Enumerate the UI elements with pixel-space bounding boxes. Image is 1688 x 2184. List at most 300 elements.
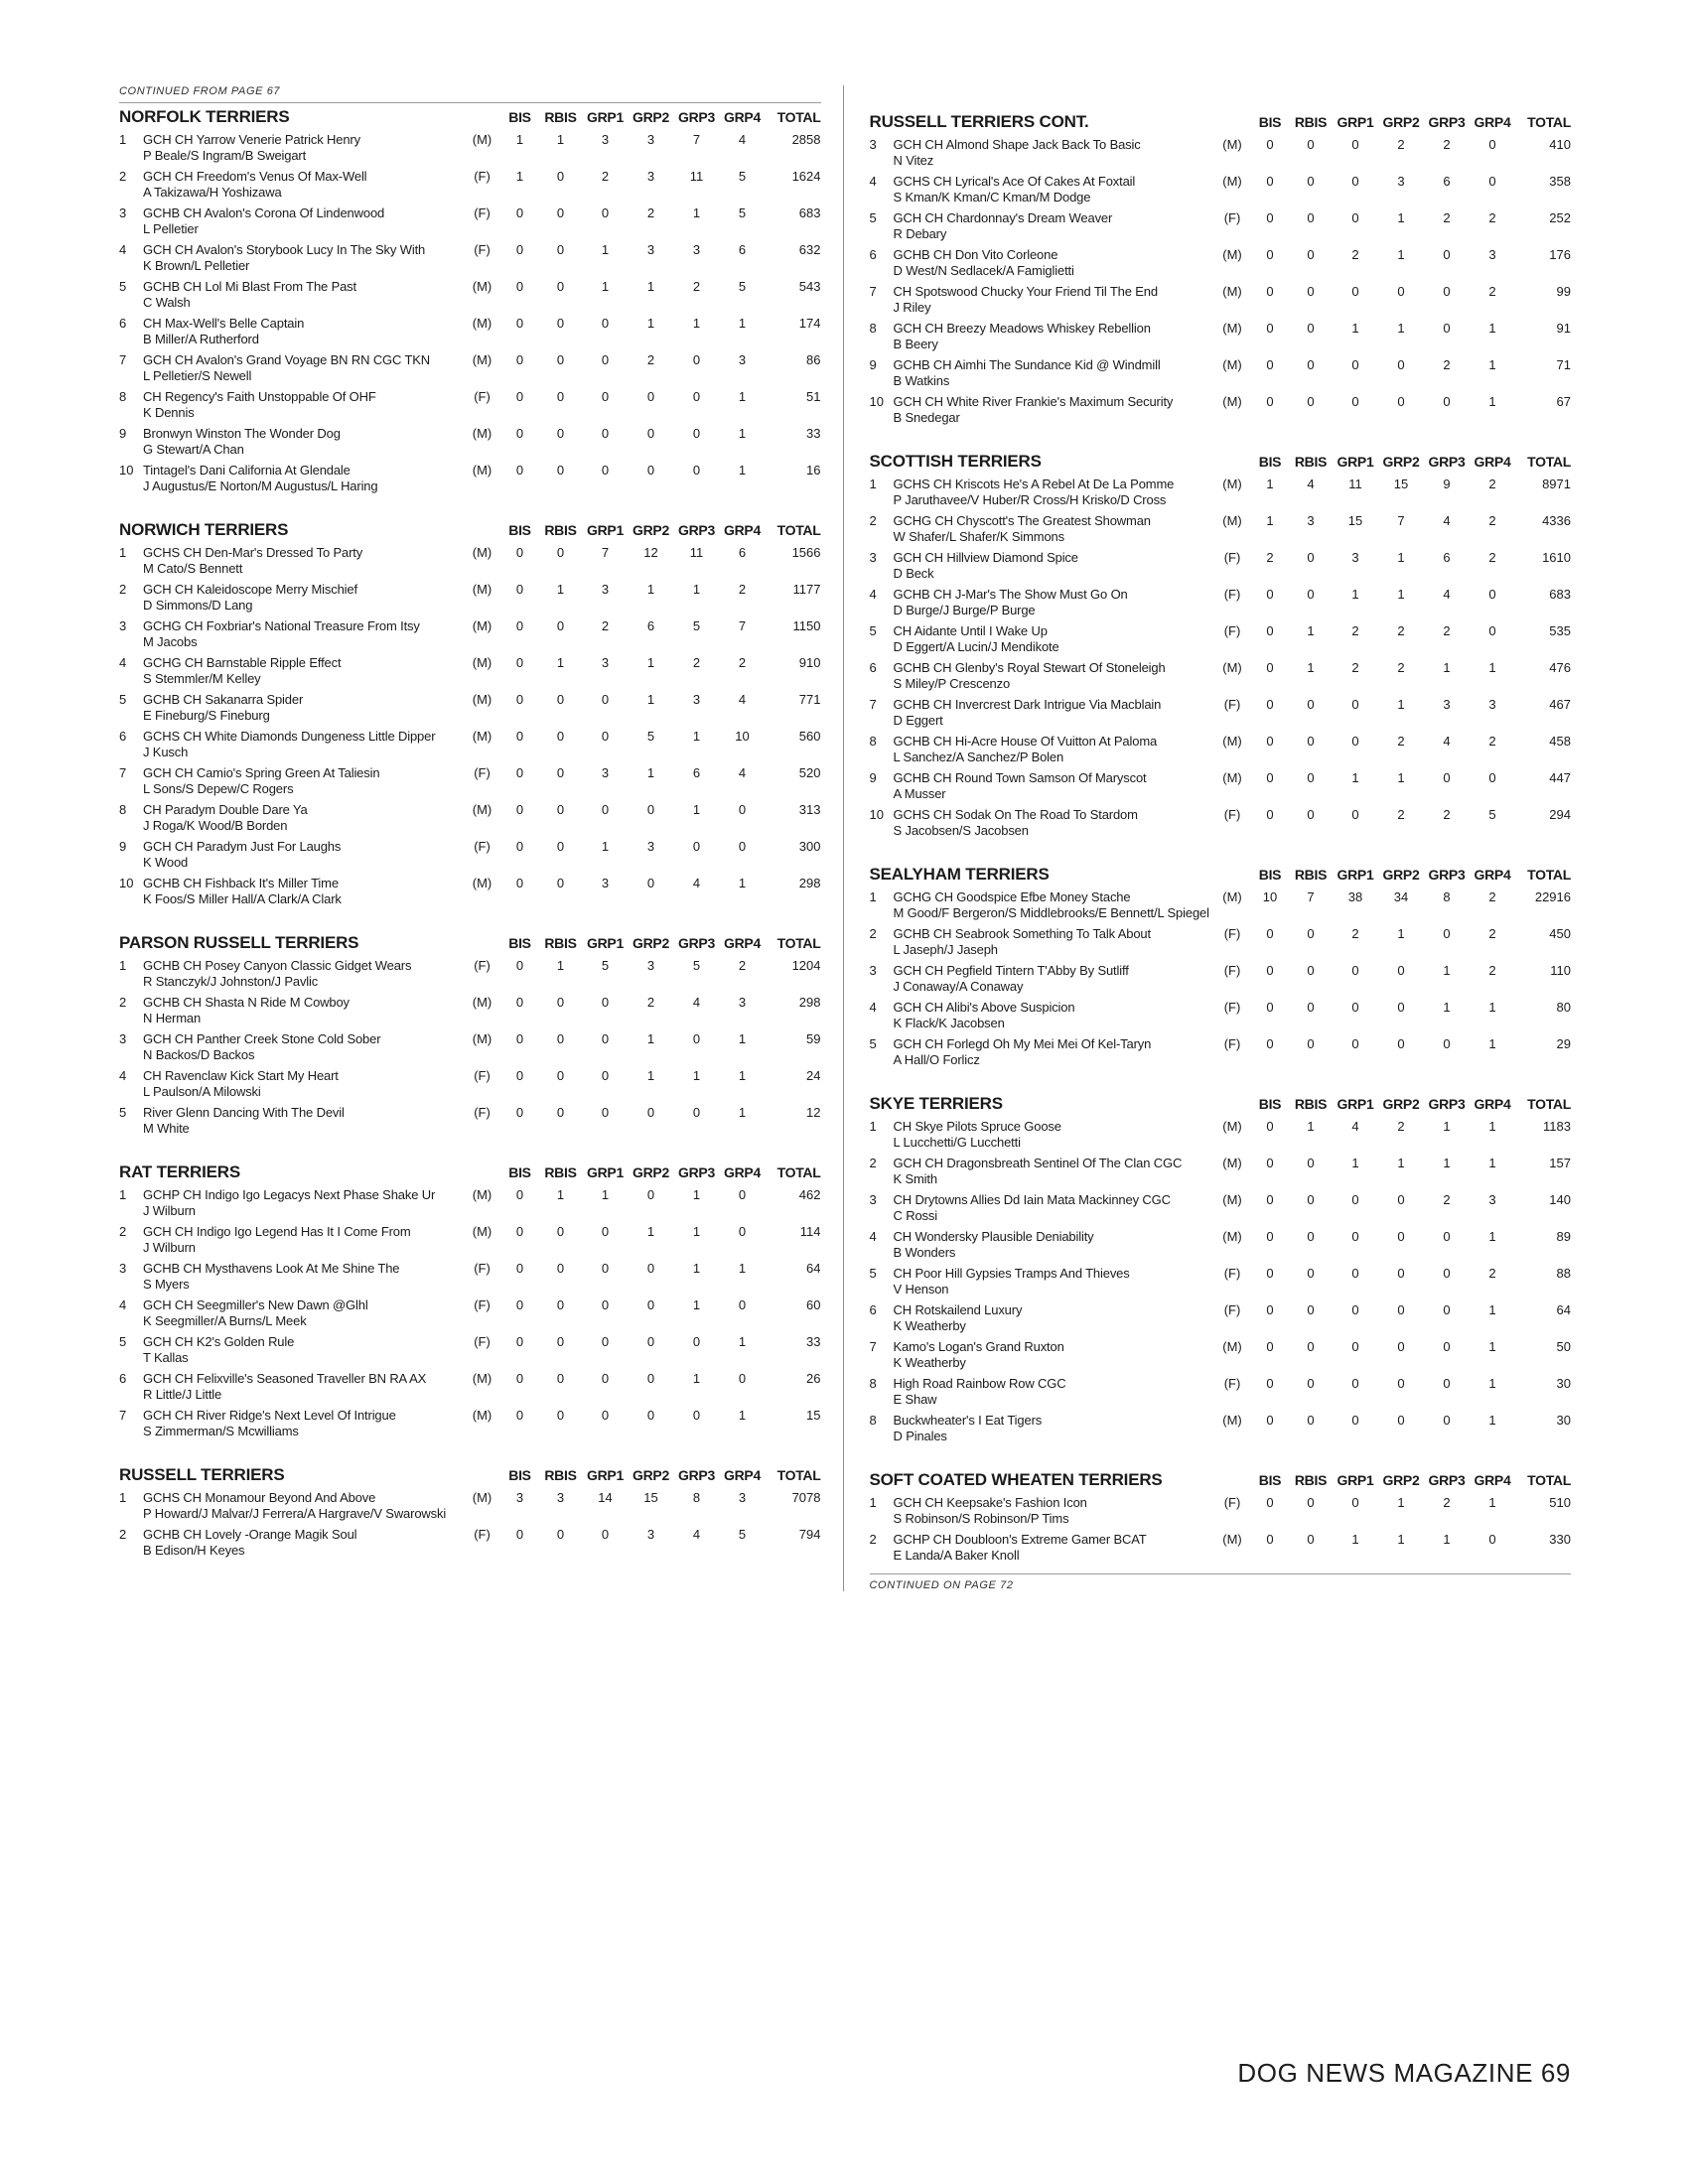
- column-header-grp3: GRP3: [1428, 867, 1466, 883]
- entry-name-block: [143, 426, 464, 458]
- stat-value: 2: [1397, 623, 1405, 638]
- column-header-rbis: RBIS: [1294, 114, 1328, 130]
- stat-value: 0: [556, 692, 565, 707]
- stat-value: 0: [1443, 284, 1451, 299]
- stat-value: 0: [1351, 697, 1359, 712]
- stat-value: 0: [1351, 1376, 1359, 1391]
- stat-value: 1: [1397, 697, 1405, 712]
- entry-row: [119, 1297, 821, 1329]
- section-title: NORFOLK TERRIERS: [119, 107, 290, 126]
- entry-name-block: [143, 169, 464, 201]
- stat-value: 0: [556, 1408, 565, 1423]
- stat-value: 1: [1443, 1156, 1451, 1170]
- entry-name-block: [143, 1297, 464, 1329]
- owners: L Jaseph/J Jaseph: [893, 942, 998, 957]
- owners: D West/N Sedlacek/A Famiglietti: [893, 263, 1074, 278]
- stat-value: 0: [1266, 623, 1274, 638]
- stat-value: 1: [738, 426, 747, 441]
- stat-value: 4: [692, 995, 701, 1010]
- stat-value: 0: [1443, 1229, 1451, 1244]
- entry-name-block: [894, 807, 1214, 839]
- stat-value: 1: [692, 205, 701, 220]
- stat-value: 0: [515, 1334, 524, 1349]
- stat-value: 0: [556, 1334, 565, 1349]
- entry-rank: 7: [869, 697, 877, 712]
- stat-value: 2: [1443, 357, 1451, 372]
- column-header-rbis: RBIS: [544, 522, 577, 538]
- stat-value: 0: [1266, 807, 1274, 822]
- stat-value: 0: [1397, 963, 1405, 978]
- entry-rank: 3: [869, 1192, 877, 1207]
- column-header-grp3: GRP3: [678, 109, 715, 125]
- entry-name-block: [894, 587, 1214, 618]
- column-header-grp2: GRP2: [633, 522, 669, 538]
- stat-value: 0: [515, 1187, 524, 1202]
- stat-value: 0: [601, 316, 610, 331]
- entry-row: [870, 550, 1572, 582]
- sex: (M): [472, 655, 492, 670]
- stat-value: 4: [1307, 477, 1315, 491]
- entry-name-block: [894, 1532, 1214, 1564]
- stat-value: 51: [806, 389, 821, 404]
- stat-value: 0: [738, 839, 747, 854]
- stat-value: 6: [692, 765, 701, 780]
- stat-value: 330: [1549, 1532, 1571, 1547]
- owners: S Miley/P Crescenzo: [893, 676, 1011, 691]
- sex: (F): [474, 1297, 491, 1312]
- dog-name: GCHS CH Monamour Beyond And Above: [143, 1490, 376, 1505]
- column-header-grp2: GRP2: [633, 935, 669, 951]
- stat-value: 0: [1307, 550, 1315, 565]
- owners: R Stanczyk/J Johnston/J Pavlic: [143, 974, 319, 989]
- entry-name-block: [143, 876, 464, 907]
- stat-value: 16: [806, 463, 821, 478]
- stat-value: 4: [692, 876, 701, 890]
- entry-name-block: [143, 1261, 464, 1293]
- stat-value: 0: [556, 463, 565, 478]
- entry-row: [870, 1000, 1572, 1031]
- stat-value: 5: [692, 618, 701, 633]
- stat-value: 0: [556, 1261, 565, 1276]
- column-header-bis: BIS: [1258, 1472, 1282, 1488]
- owners: N Backos/D Backos: [143, 1047, 255, 1062]
- dog-name: CH Wondersky Plausible Deniability: [893, 1229, 1094, 1244]
- stat-value: 4: [1443, 513, 1451, 528]
- entry-row: [119, 205, 821, 237]
- dog-name: GCH CH Indigo Igo Legend Has It I Come From: [143, 1224, 411, 1239]
- stat-value: 0: [515, 1261, 524, 1276]
- entry-name-block: [143, 1031, 464, 1063]
- stat-value: 0: [601, 426, 610, 441]
- dog-name: GCHS CH Kriscots He's A Rebel At De La Pomme: [893, 477, 1175, 491]
- sex: (M): [472, 1224, 492, 1239]
- entry-name-block: [143, 765, 464, 797]
- sex: (M): [472, 995, 492, 1010]
- stat-value: 11: [689, 169, 704, 184]
- entry-rank: 6: [869, 1302, 877, 1317]
- stat-value: 0: [1266, 174, 1274, 189]
- entry-row: [870, 734, 1572, 765]
- stat-value: 0: [1307, 1376, 1315, 1391]
- stat-value: 1: [738, 316, 747, 331]
- stat-value: 2: [1488, 477, 1496, 491]
- stat-value: 3: [601, 582, 610, 597]
- entry-row: [119, 279, 821, 311]
- entry-row: [870, 357, 1572, 389]
- stat-value: 0: [1397, 1413, 1405, 1428]
- stat-value: 8971: [1542, 477, 1571, 491]
- dog-name: GCH CH Breezy Meadows Whiskey Rebellion: [893, 321, 1151, 336]
- column-header-grp1: GRP1: [587, 1467, 624, 1483]
- stat-value: 410: [1549, 137, 1571, 152]
- entry-row: [870, 1036, 1572, 1068]
- column-header-bis: BIS: [1258, 1096, 1282, 1112]
- stat-value: 298: [798, 995, 821, 1010]
- stat-value: 1: [1488, 1229, 1496, 1244]
- stat-value: 1: [646, 316, 655, 331]
- entry-name-block: [894, 1376, 1214, 1408]
- entry-name-block: [894, 477, 1214, 508]
- entry-rank: 7: [869, 284, 877, 299]
- entry-rank: 4: [869, 587, 877, 602]
- entry-row: [119, 352, 821, 384]
- section-header: [119, 933, 821, 953]
- stat-value: 59: [806, 1031, 821, 1046]
- entry-rank: 4: [119, 242, 127, 257]
- stat-value: 2: [1443, 210, 1451, 225]
- stat-value: 4: [1443, 587, 1451, 602]
- stat-value: 683: [1549, 587, 1571, 602]
- stat-value: 0: [1266, 1036, 1274, 1051]
- column-header-grp3: GRP3: [1428, 454, 1466, 470]
- entry-row: [870, 1495, 1572, 1527]
- owners: D Pinales: [893, 1429, 947, 1443]
- stat-value: 0: [1351, 137, 1359, 152]
- stat-value: 1: [738, 389, 747, 404]
- entry-rank: 2: [869, 1156, 877, 1170]
- sex: (M): [1222, 513, 1242, 528]
- entry-row: [870, 210, 1572, 242]
- stat-value: 15: [806, 1408, 821, 1423]
- stat-value: 2: [1488, 963, 1496, 978]
- stat-value: 0: [1397, 284, 1405, 299]
- breed-section-scottish-terriers: [870, 452, 1572, 839]
- stat-value: 5: [692, 958, 701, 973]
- stat-value: 0: [1307, 1192, 1315, 1207]
- dog-name: GCH CH Panther Creek Stone Cold Sober: [143, 1031, 381, 1046]
- stat-value: 2: [738, 582, 747, 597]
- stat-value: 3: [1488, 247, 1496, 262]
- stat-value: 1204: [791, 958, 821, 973]
- stat-value: 38: [1347, 889, 1363, 904]
- breed-section-rat-terriers: [119, 1162, 821, 1439]
- dog-name: GCH CH Chardonnay's Dream Weaver: [893, 210, 1113, 225]
- dog-name: CH Paradym Double Dare Ya: [143, 802, 308, 817]
- stat-value: 2: [646, 205, 655, 220]
- entry-rank: 1: [119, 132, 127, 147]
- entry-rank: 2: [869, 926, 877, 941]
- stat-value: 0: [1307, 247, 1315, 262]
- stat-value: 1: [692, 582, 701, 597]
- dog-name: GCH CH Camio's Spring Green At Taliesin: [143, 765, 380, 780]
- stat-value: 7: [601, 545, 610, 560]
- entry-name-block: [143, 729, 464, 760]
- owners: B Wonders: [893, 1245, 956, 1260]
- dog-name: GCHB CH Seabrook Something To Talk About: [893, 926, 1151, 941]
- stat-value: 1: [556, 958, 565, 973]
- dog-name: CH Drytowns Allies Dd Iain Mata Mackinney CGC: [893, 1192, 1171, 1207]
- entry-name-block: [894, 926, 1214, 958]
- entry-rank: 9: [119, 839, 127, 854]
- stat-value: 0: [692, 463, 701, 478]
- stat-value: 15: [1347, 513, 1363, 528]
- owners: B Watkins: [893, 373, 950, 388]
- stat-value: 2: [1443, 1495, 1451, 1510]
- entry-name-block: [143, 1334, 464, 1366]
- sex: (M): [472, 582, 492, 597]
- stat-value: 1: [692, 316, 701, 331]
- breed-section-sealyham-terriers: [870, 865, 1572, 1068]
- sex: (M): [472, 352, 492, 367]
- stat-value: 0: [1443, 1413, 1451, 1428]
- stat-value: 294: [1549, 807, 1571, 822]
- dog-name: GCH CH Hillview Diamond Spice: [893, 550, 1078, 565]
- dog-name: GCHB CH J-Mar's The Show Must Go On: [893, 587, 1128, 602]
- stat-value: 3: [692, 242, 701, 257]
- stat-value: 0: [601, 205, 610, 220]
- column-header-rbis: RBIS: [544, 935, 577, 951]
- owners: S Zimmerman/S Mcwilliams: [143, 1424, 299, 1438]
- stat-value: 1150: [792, 618, 821, 633]
- stat-value: 1: [556, 132, 565, 147]
- stat-value: 1: [1443, 1000, 1451, 1015]
- stat-value: 1: [1488, 1413, 1496, 1428]
- sex: (F): [474, 169, 491, 184]
- stat-value: 0: [601, 692, 610, 707]
- column-header-grp2: GRP2: [633, 109, 669, 125]
- column-header-grp1: GRP1: [587, 935, 624, 951]
- stat-value: 0: [646, 463, 655, 478]
- stat-value: 7: [1307, 889, 1315, 904]
- stat-value: 0: [1307, 1413, 1315, 1428]
- sex: (F): [474, 1068, 491, 1083]
- stat-value: 1: [1351, 321, 1359, 336]
- entry-name-block: [894, 1000, 1214, 1031]
- stat-value: 2: [1443, 137, 1451, 152]
- stat-value: 0: [1351, 284, 1359, 299]
- section-header: [119, 107, 821, 127]
- entry-row: [119, 1068, 821, 1100]
- owners: D Burge/J Burge/P Burge: [893, 603, 1036, 617]
- entry-rank: 2: [119, 1224, 127, 1239]
- stat-value: 0: [692, 1031, 701, 1046]
- dog-name: GCH CH Keepsake's Fashion Icon: [893, 1495, 1087, 1510]
- stat-value: 3: [692, 692, 701, 707]
- column-header-grp4: GRP4: [1474, 867, 1511, 883]
- entry-name-block: [894, 284, 1214, 316]
- stat-value: 0: [1443, 321, 1451, 336]
- stat-value: 0: [646, 1371, 655, 1386]
- owners: S Jacobsen/S Jacobsen: [893, 823, 1029, 838]
- stat-value: 0: [1351, 1036, 1359, 1051]
- stat-value: 1: [1443, 660, 1451, 675]
- entry-row: [870, 321, 1572, 352]
- stat-value: 0: [1307, 963, 1315, 978]
- stat-value: 1: [1397, 1495, 1405, 1510]
- column-header-rbis: RBIS: [1294, 1472, 1328, 1488]
- column-header-grp4: GRP4: [1474, 1096, 1511, 1112]
- entry-name-block: [894, 1036, 1214, 1068]
- owners: K Brown/L Pelletier: [143, 258, 250, 273]
- stat-value: 0: [601, 463, 610, 478]
- stat-value: 0: [1443, 247, 1451, 262]
- stat-value: 2: [1488, 1266, 1496, 1281]
- sex: (M): [472, 692, 492, 707]
- stat-value: 0: [738, 1297, 747, 1312]
- stat-value: 1: [646, 692, 655, 707]
- entry-row: [119, 1224, 821, 1256]
- column-header-rbis: RBIS: [544, 1164, 577, 1180]
- section-title: SOFT COATED WHEATEN TERRIERS: [869, 1470, 1163, 1489]
- entry-row: [119, 169, 821, 201]
- sex: (F): [474, 242, 491, 257]
- stat-value: 0: [1351, 1495, 1359, 1510]
- stat-value: 7: [738, 618, 747, 633]
- entry-name-block: [143, 802, 464, 834]
- sex: (M): [472, 1490, 492, 1505]
- stat-value: 1: [646, 765, 655, 780]
- stat-value: 0: [646, 1408, 655, 1423]
- stat-value: 0: [1307, 210, 1315, 225]
- column-header-grp1: GRP1: [1336, 454, 1374, 470]
- stat-value: 0: [556, 316, 565, 331]
- column-header-grp1: GRP1: [1336, 114, 1374, 130]
- entry-rank: 5: [119, 1105, 127, 1120]
- section-title: NORWICH TERRIERS: [119, 520, 289, 539]
- owners: J Riley: [893, 300, 931, 315]
- stat-value: 5: [738, 205, 747, 220]
- column-header-grp3: GRP3: [678, 935, 715, 951]
- sex: (M): [472, 1187, 492, 1202]
- entry-row: [870, 1302, 1572, 1334]
- dog-name: Tintagel's Dani California At Glendale: [143, 463, 351, 478]
- stat-value: 15: [643, 1490, 658, 1505]
- entry-rank: 5: [119, 692, 127, 707]
- stat-value: 1: [601, 1187, 610, 1202]
- entry-name-block: [894, 1495, 1214, 1527]
- stat-value: 174: [798, 316, 821, 331]
- stat-value: 99: [1556, 284, 1571, 299]
- entry-rank: 5: [869, 210, 877, 225]
- owners: S Robinson/S Robinson/P Tims: [893, 1511, 1069, 1526]
- stat-value: 0: [1351, 963, 1359, 978]
- stat-value: 1: [646, 655, 655, 670]
- entry-row: [119, 729, 821, 760]
- entry-rank: 3: [869, 137, 877, 152]
- entry-rank: 2: [869, 1532, 877, 1547]
- stat-value: 0: [1266, 1229, 1274, 1244]
- sex: (M): [1222, 1119, 1242, 1134]
- owners: A Hall/O Forlicz: [893, 1052, 980, 1067]
- stat-value: 26: [806, 1371, 821, 1386]
- stat-value: 0: [556, 242, 565, 257]
- dog-name: GCHB CH Hi-Acre House Of Vuitton At Paloma: [893, 734, 1158, 749]
- entry-row: [119, 618, 821, 650]
- stat-value: 176: [1549, 247, 1571, 262]
- stat-value: 0: [1443, 770, 1451, 785]
- owners: J Wilburn: [143, 1240, 196, 1255]
- stat-value: 1: [692, 1371, 701, 1386]
- stat-value: 1: [692, 1261, 701, 1276]
- sex: (M): [472, 279, 492, 294]
- stat-value: 1: [1351, 1532, 1359, 1547]
- stat-value: 0: [646, 876, 655, 890]
- owners: J Conaway/A Conaway: [893, 979, 1024, 994]
- entry-row: [870, 513, 1572, 545]
- entry-name-block: [143, 655, 464, 687]
- stat-value: 447: [1549, 770, 1571, 785]
- entry-rank: 8: [119, 389, 127, 404]
- stat-value: 0: [556, 1527, 565, 1542]
- stat-value: 0: [1307, 1156, 1315, 1170]
- stat-value: 0: [1397, 1000, 1405, 1015]
- dog-name: CH Spotswood Chucky Your Friend Til The End: [893, 284, 1158, 299]
- stat-value: 33: [806, 426, 821, 441]
- stat-value: 0: [1266, 1000, 1274, 1015]
- owners: E Landa/A Baker Knoll: [893, 1548, 1020, 1563]
- stat-value: 50: [1556, 1339, 1571, 1354]
- entry-rank: 3: [869, 550, 877, 565]
- entry-row: [870, 1156, 1572, 1187]
- sex: (M): [472, 729, 492, 744]
- stat-value: 1: [1488, 1036, 1496, 1051]
- stat-value: 0: [515, 958, 524, 973]
- stat-value: 2: [1443, 807, 1451, 822]
- stat-value: 0: [515, 426, 524, 441]
- dog-name: GCH CH White River Frankie's Maximum Security: [893, 394, 1174, 409]
- stat-value: 6: [1443, 550, 1451, 565]
- stat-value: 0: [556, 169, 565, 184]
- column-header-grp2: GRP2: [1382, 454, 1420, 470]
- stat-value: 1: [738, 876, 747, 890]
- entry-name-block: [894, 770, 1214, 802]
- dog-name: GCH CH Almond Shape Jack Back To Basic: [893, 137, 1141, 152]
- stat-value: 3: [738, 352, 747, 367]
- dog-name: High Road Rainbow Row CGC: [893, 1376, 1066, 1391]
- owners: M Jacobs: [143, 634, 198, 649]
- entry-rank: 7: [119, 1408, 127, 1423]
- stat-value: 0: [515, 802, 524, 817]
- entry-rank: 1: [869, 477, 877, 491]
- dog-name: Bronwyn Winston The Wonder Dog: [143, 426, 341, 441]
- stat-value: 0: [1266, 1192, 1274, 1207]
- stat-value: 0: [692, 426, 701, 441]
- stat-value: 0: [556, 1105, 565, 1120]
- stat-value: 2858: [791, 132, 821, 147]
- dog-name: GCH CH Alibi's Above Suspicion: [893, 1000, 1075, 1015]
- entry-row: [119, 1031, 821, 1063]
- owners: P Howard/J Malvar/J Ferrera/A Hargrave/V Swarowski: [143, 1506, 447, 1521]
- entry-rank: 9: [869, 770, 877, 785]
- stat-value: 1: [1488, 321, 1496, 336]
- entry-row: [119, 1371, 821, 1403]
- stat-value: 1: [738, 1031, 747, 1046]
- page-footer: DOG NEWS MAGAZINE 69: [1237, 2058, 1571, 2088]
- stat-value: 6: [646, 618, 655, 633]
- stat-value: 0: [1266, 1339, 1274, 1354]
- stat-value: 0: [515, 1408, 524, 1423]
- stat-value: 0: [1488, 770, 1496, 785]
